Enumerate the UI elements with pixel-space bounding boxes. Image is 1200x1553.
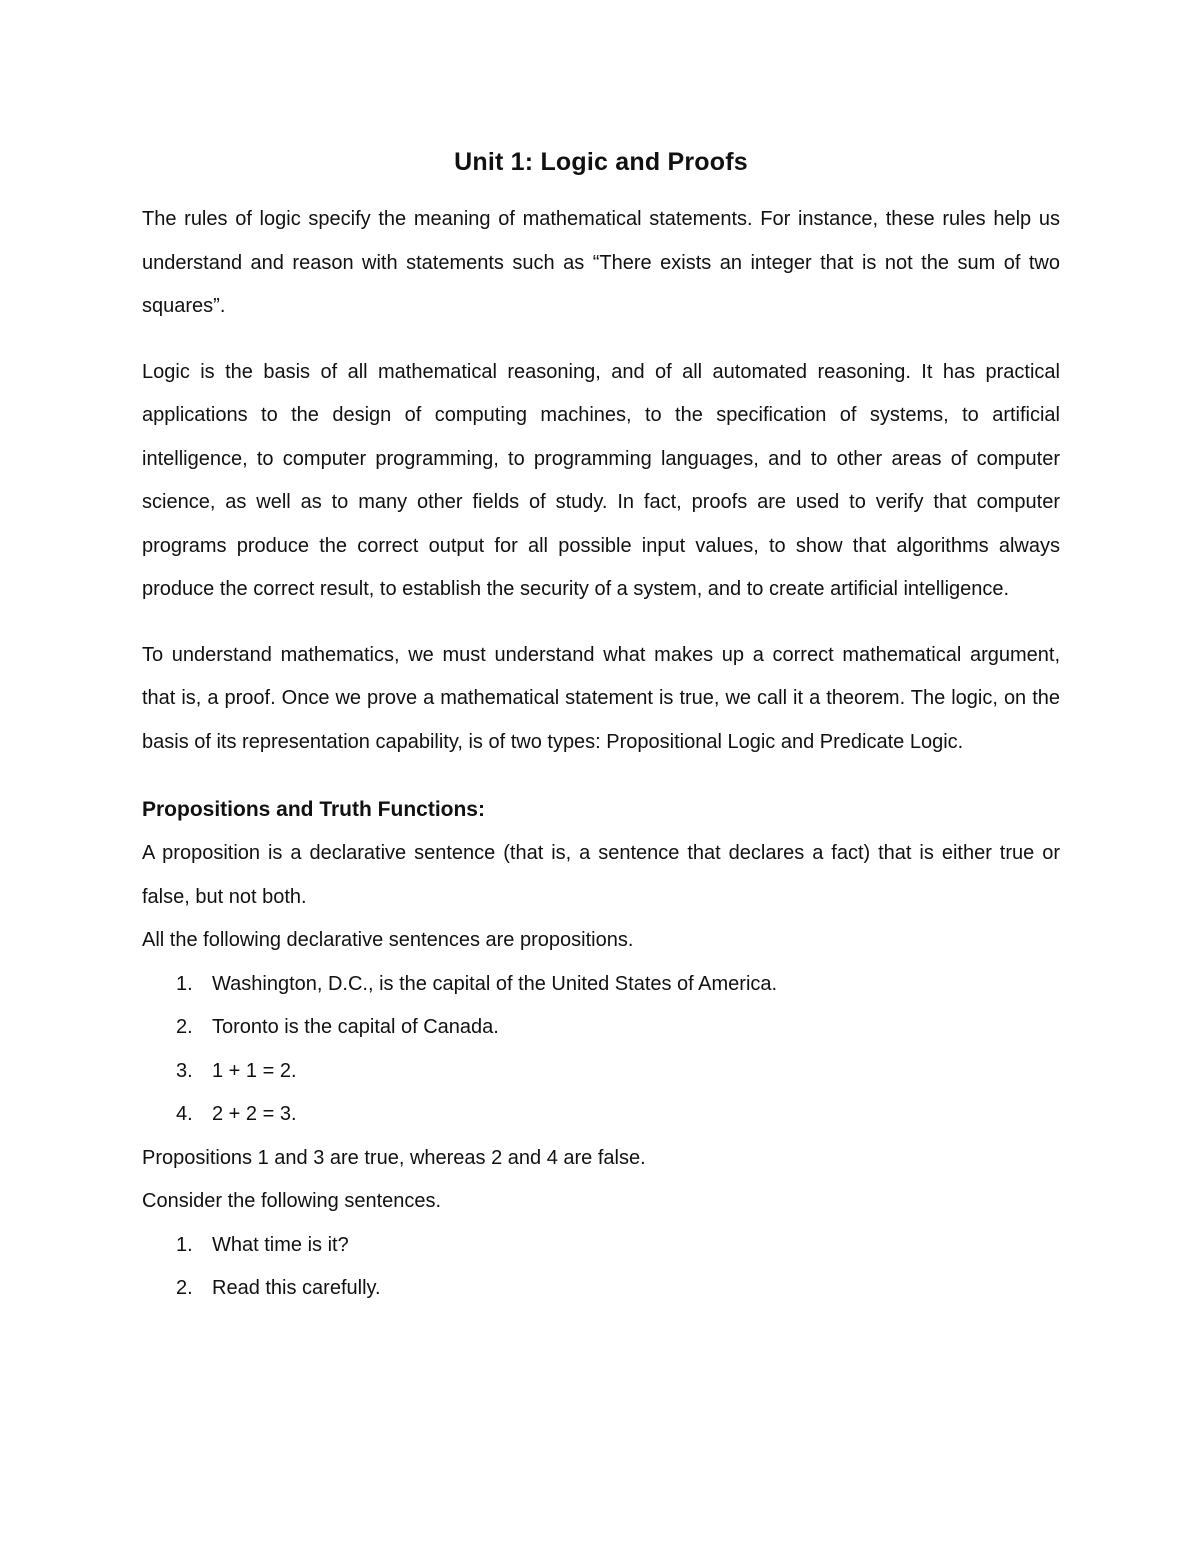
truth-note: Propositions 1 and 3 are true, whereas 2 and 4 are false. bbox=[142, 1146, 646, 1169]
sentences-list bbox=[142, 1224, 1060, 1311]
list-item-text: 1 + 1 = 2. bbox=[212, 1059, 297, 1082]
proposition-definition: A proposition is a declarative sentence (that is, a sentence that declares a fact) that is either true or false, but not both. bbox=[142, 842, 1060, 908]
section-heading: Propositions and Truth Functions: bbox=[142, 798, 485, 821]
paragraph-understand-mathematics: To understand mathematics, we must understand what makes up a correct mathematical argument, that is, a proof. Once we prove a mathematical statement is true, we call it a theorem. The logic, on the basis of its representation capability, is of two types: Propositional Logic and Predicate Logic. bbox=[142, 643, 1060, 753]
list-item-text: Read this carefully. bbox=[212, 1277, 381, 1299]
list-item-number: 3. bbox=[176, 1059, 193, 1082]
propositions-intro: All the following declarative sentences are propositions. bbox=[142, 929, 634, 951]
list-item-text: Washington, D.C., is the capital of the United States of America. bbox=[212, 972, 778, 995]
list-item-number: 2. bbox=[176, 1016, 193, 1038]
consider-sentences: Consider the following sentences. bbox=[142, 1190, 442, 1212]
list-item-number: 1. bbox=[176, 972, 193, 995]
propositions-list bbox=[142, 963, 1060, 1137]
document-body bbox=[142, 140, 1060, 1311]
list-item-number: 1. bbox=[176, 1233, 193, 1256]
list-item bbox=[142, 963, 1060, 1007]
list-item bbox=[142, 1267, 1060, 1311]
list-item-text: What time is it? bbox=[212, 1233, 349, 1256]
list-item-text: Toronto is the capital of Canada. bbox=[212, 1016, 499, 1038]
list-item bbox=[142, 1006, 1060, 1050]
list-item-text: 2 + 2 = 3. bbox=[212, 1103, 297, 1125]
paragraph-logic-basis: Logic is the basis of all mathematical reasoning, and of all automated reasoning. It has practical applications to the design of computing machines, to the specification of systems, to artificial intelligence, to computer programming, to programming languages, and to other areas of computer science, as well as to many other fields of study. In fact, proofs are used to verify that computer programs produce the correct output for all possible input values, to show that algorithms always produce the correct result, to establish the security of a system, and to create artificial intelligence. bbox=[142, 360, 1060, 600]
page-title: Unit 1: Logic and Proofs bbox=[454, 148, 748, 176]
list-item-number: 2. bbox=[176, 1277, 193, 1299]
list-item bbox=[142, 1093, 1060, 1137]
list-item bbox=[142, 1050, 1060, 1094]
list-item bbox=[142, 1224, 1060, 1268]
list-item-number: 4. bbox=[176, 1103, 193, 1125]
paragraph-rules-of-logic: The rules of logic specify the meaning of mathematical statements. For instance, these rules help us understand and reason with statements such as “There exists an integer that is not the sum of two squares”. bbox=[142, 208, 1060, 317]
